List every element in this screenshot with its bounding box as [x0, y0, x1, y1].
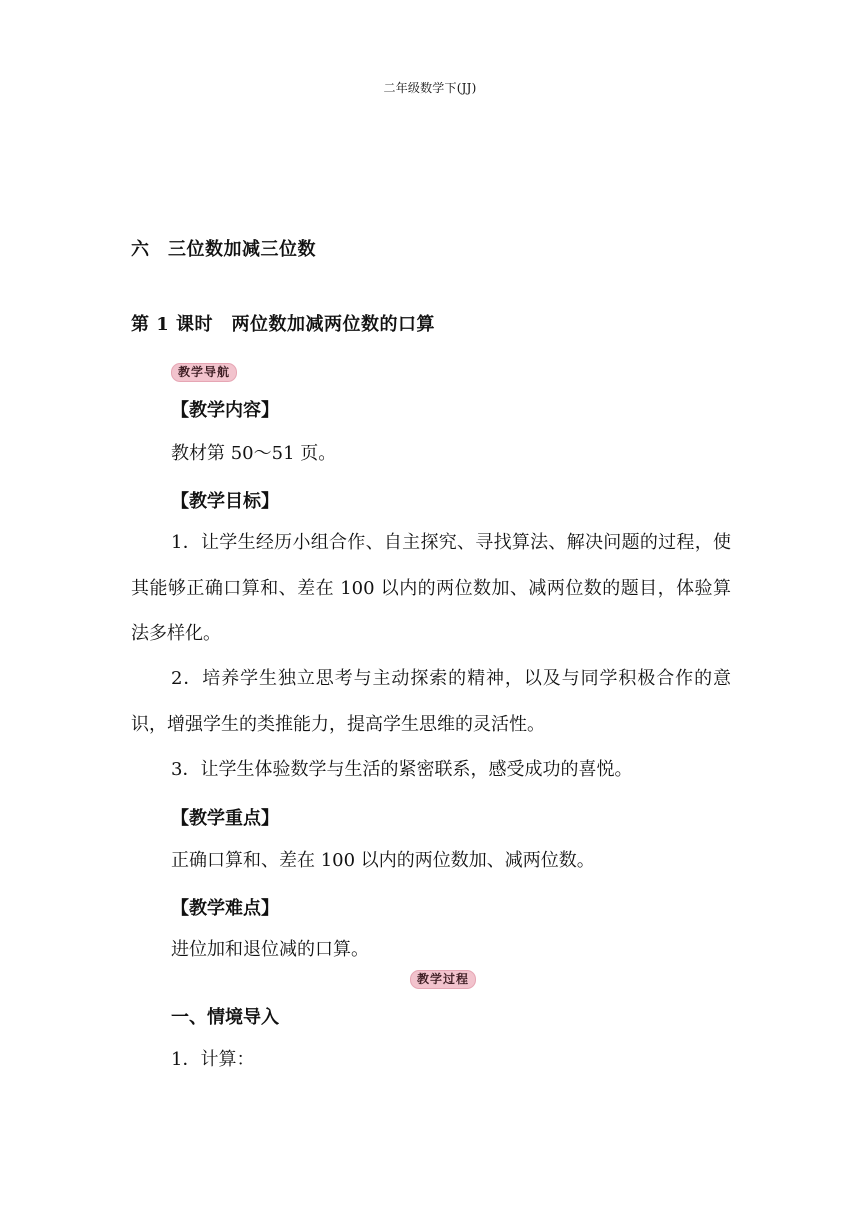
step1-item: 1．计算： [171, 1049, 255, 1070]
teaching-process-badge: 教学过程 [410, 970, 476, 989]
teaching-guide-badge: 教学导航 [171, 363, 237, 382]
goal-item-2: 2．培养学生独立思考与主动探索的精神，以及与同学积极合作的意识，增强学生的类推能力，提高学生思维的灵活性。 [131, 668, 731, 735]
step1-heading: 一、情境导入 [171, 1007, 279, 1028]
goal-item-3: 3．让学生体验数学与生活的紧密联系，感受成功的喜悦。 [171, 759, 633, 780]
teaching-difficulty-text: 进位加和退位减的口算。 [171, 939, 369, 960]
running-header: 二年级数学下(JJ) [383, 81, 477, 95]
teaching-content-text: 教材第 50～51 页。 [171, 443, 337, 464]
lesson-title: 第 1 课时 两位数加减两位数的口算 [131, 314, 436, 335]
teaching-content-label: 【教学内容】 [171, 400, 279, 421]
teaching-key-label: 【教学重点】 [171, 808, 279, 829]
teaching-key-text: 正确口算和、差在 100 以内的两位数加、减两位数。 [171, 850, 595, 871]
teaching-goals-label: 【教学目标】 [171, 491, 279, 512]
goal-item-1: 1．让学生经历小组合作、自主探究、寻找算法、解决问题的过程，使其能够正确口算和、差在 100 以内的两位数加、减两位数的题目，体验算法多样化。 [131, 532, 731, 644]
unit-title: 六 三位数加减三位数 [131, 239, 316, 260]
teaching-difficulty-label: 【教学难点】 [171, 898, 279, 919]
